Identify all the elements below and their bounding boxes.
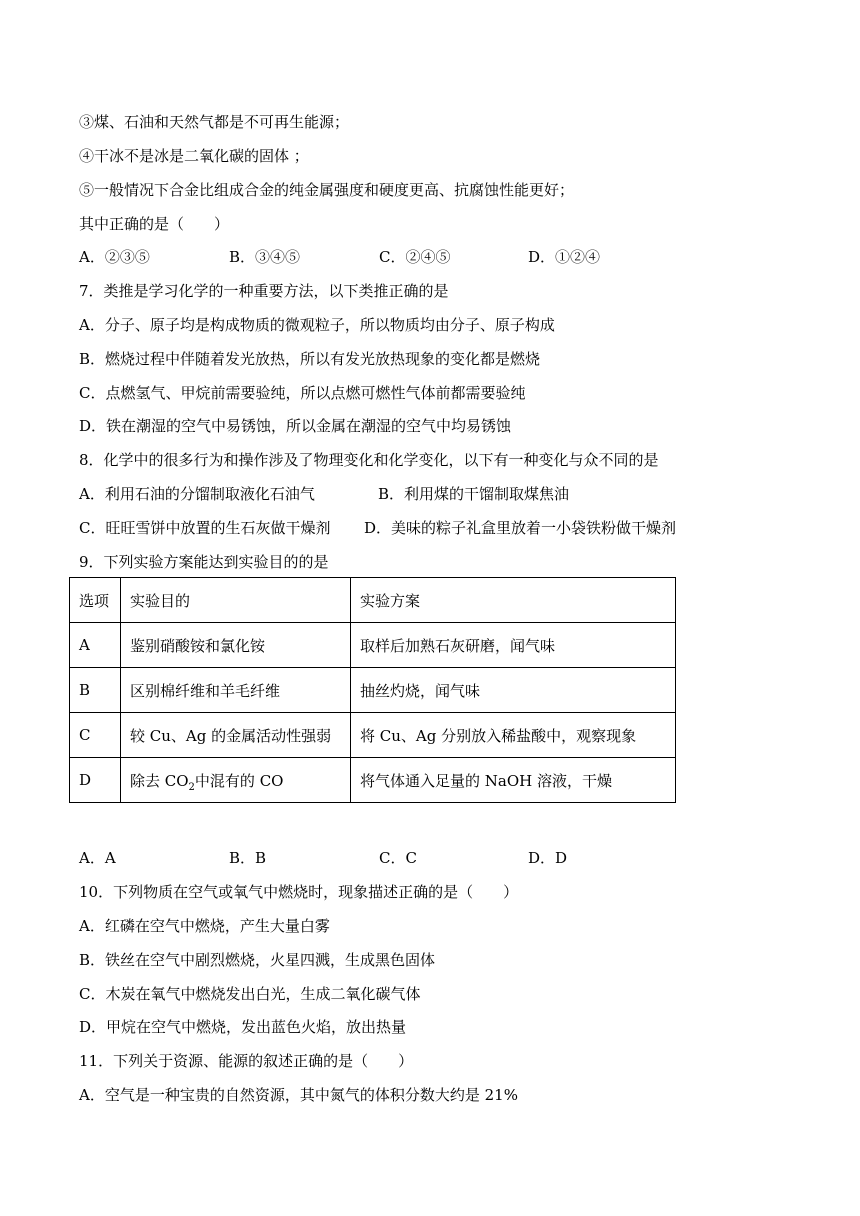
row-plan: 将气体通入足量的 NaOH 溶液，干燥 — [351, 758, 676, 803]
q6-option-b: B．③④⑤ — [229, 248, 301, 266]
table-row — [70, 668, 676, 713]
row-goal — [121, 758, 351, 803]
row-goal: 较 Cu、Ag 的金属活动性强弱 — [121, 713, 351, 758]
experiment-table — [69, 577, 676, 803]
statement-4: ④干冰不是冰是二氧化碳的固体 ； — [79, 147, 309, 165]
q10-option-d: D．甲烷在空气中燃烧，发出蓝色火焰，放出热量 — [79, 1018, 407, 1036]
goal-text: 除去 CO — [130, 771, 189, 790]
question-8-stem: 8．化学中的很多行为和操作涉及了物理变化和化学变化，以下有一种变化与众不同的是 — [79, 451, 659, 469]
q9-option-c: C．C — [379, 849, 417, 867]
row-plan: 抽丝灼烧，闻气味 — [351, 668, 676, 713]
question-9-stem: 9．下列实验方案能达到实验目的的是 — [79, 553, 329, 571]
q10-option-a: A．红磷在空气中燃烧，产生大量白雾 — [79, 917, 330, 935]
q8-option-d: D．美味的粽子礼盒里放着一小袋铁粉做干燥剂 — [364, 519, 677, 537]
q6-option-a: A．②③⑤ — [79, 248, 150, 266]
q10-option-c: C．木炭在氧气中燃烧发出白光，生成二氧化碳气体 — [79, 985, 421, 1003]
question-6-prompt: 其中正确的是（ ） — [79, 215, 230, 233]
q9-option-a: A．A — [79, 849, 116, 867]
header-goal: 实验目的 — [121, 578, 351, 623]
q6-option-d: D．①②④ — [528, 248, 601, 266]
statement-5: ⑤一般情况下合金比组成合金的纯金属强度和硬度更高、抗腐蚀性能更好； — [79, 181, 575, 199]
statement-3: ③煤、石油和天然气都是不可再生能源； — [79, 113, 350, 131]
row-plan: 取样后加熟石灰研磨，闻气味 — [351, 623, 676, 668]
question-10-stem: 10．下列物质在空气或氧气中燃烧时，现象描述正确的是（ ） — [79, 883, 519, 901]
q7-option-c: C．点燃氢气、甲烷前需要验纯，所以点燃可燃性气体前都需要验纯 — [79, 384, 526, 402]
q8-option-c: C．旺旺雪饼中放置的生石灰做干燥剂 — [79, 519, 331, 537]
row-plan: 将 Cu、Ag 分别放入稀盐酸中，观察现象 — [351, 713, 676, 758]
row-option: D — [70, 758, 121, 803]
table-row — [70, 713, 676, 758]
row-option: A — [70, 623, 121, 668]
q9-option-d: D．D — [528, 849, 568, 867]
row-option: B — [70, 668, 121, 713]
table-header-row — [70, 578, 676, 623]
question-7-stem: 7．类推是学习化学的一种重要方法，以下类推正确的是 — [79, 282, 449, 300]
row-option: C — [70, 713, 121, 758]
subscript-2: 2 — [188, 781, 195, 793]
question-11-stem: 11．下列关于资源、能源的叙述正确的是（ ） — [79, 1052, 414, 1070]
q7-option-d: D．铁在潮湿的空气中易锈蚀，所以金属在潮湿的空气中均易锈蚀 — [79, 417, 512, 435]
q7-option-b: B．燃烧过程中伴随着发光放热，所以有发光放热现象的变化都是燃烧 — [79, 350, 541, 368]
q11-option-a: A．空气是一种宝贵的自然资源，其中氮气的体积分数大约是 21% — [79, 1086, 518, 1104]
row-goal: 区别棉纤维和羊毛纤维 — [121, 668, 351, 713]
q8-option-a: A．利用石油的分馏制取液化石油气 — [79, 485, 315, 503]
q10-option-b: B．铁丝在空气中剧烈燃烧，火星四溅，生成黑色固体 — [79, 951, 436, 969]
q6-option-c: C．②④⑤ — [379, 248, 451, 266]
goal-text-rest: 中混有的 CO — [194, 771, 284, 790]
table-row — [70, 758, 676, 803]
header-plan: 实验方案 — [351, 578, 676, 623]
q7-option-a: A．分子、原子均是构成物质的微观粒子，所以物质均由分子、原子构成 — [79, 316, 555, 334]
row-goal: 鉴别硝酸铵和氯化铵 — [121, 623, 351, 668]
q8-option-b: B．利用煤的干馏制取煤焦油 — [378, 485, 570, 503]
table-row — [70, 623, 676, 668]
q9-option-b: B．B — [229, 849, 267, 867]
header-option: 选项 — [70, 578, 121, 623]
